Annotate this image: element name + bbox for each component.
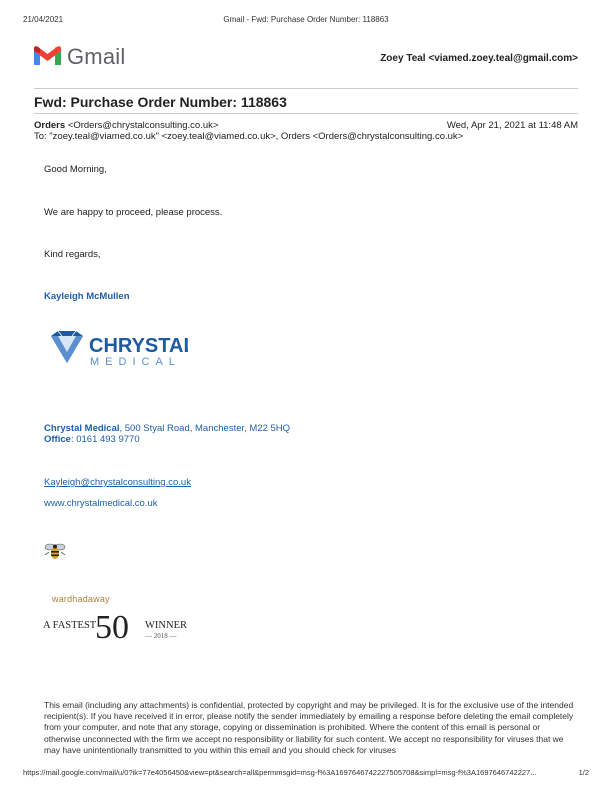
- office-label: Office: [44, 434, 71, 445]
- sender-name: Orders: [34, 120, 66, 131]
- print-url: https://mail.google.com/mail/u/0?ik=77e4056450&view=pt&search=all&permmsgid=msg-f%3A1697646742227505708&simpl=msg-f%3A1697646742227...: [23, 768, 537, 777]
- signature-email-link[interactable]: Kayleigh@chrystalconsulting.co.uk: [44, 477, 191, 488]
- award-text-left: A FASTEST: [43, 620, 97, 631]
- award-number: 50: [95, 609, 129, 644]
- chrystal-medical-logo: [48, 330, 188, 373]
- gmail-logo[interactable]: [34, 44, 125, 70]
- fastest-50-award-logo: [43, 600, 193, 649]
- company-name: Chrystal Medical: [44, 423, 120, 434]
- sender-address: <Orders@chrystalconsulting.co.uk>: [67, 120, 219, 131]
- company-address: [44, 423, 290, 434]
- print-title: Gmail - Fwd: Purchase Order Number: 118863: [223, 15, 389, 24]
- gmail-wordmark: Gmail: [67, 44, 126, 69]
- greeting: Good Morning,: [44, 164, 107, 175]
- disclaimer: This email (including any attachments) is confidential, protected by copyright and may be privileged. It is for the exclusive use of the intended recipient(s). If you have received it in error, please notify the sender immediately by emailing a response before deleting the email completely from your computer, and note that any storage, copying or dissemination is prohibited. Where the content of this email is personal or otherwise unconnected with the firm we accept no responsibility or liability for such content. We accept no responsibility for viruses that we may have unintentionally transmitted to you within this email and you should check for viruses: [44, 700, 574, 755]
- logo-word-bottom: MEDICAL: [90, 356, 181, 368]
- account-name: Zoey Teal <viamed.zoey.teal@gmail.com>: [380, 53, 578, 64]
- sender[interactable]: [34, 120, 218, 131]
- subject-divider: [34, 113, 578, 114]
- logo-word-top: CHRYSTAL: [89, 335, 188, 357]
- message-text: We are happy to proceed, please process.: [44, 207, 223, 218]
- office-phone: [44, 434, 140, 445]
- message-date: Wed, Apr 21, 2021 at 11:48 AM: [446, 120, 578, 131]
- award-year: — 2018 —: [145, 632, 177, 640]
- closing: Kind regards,: [44, 249, 101, 260]
- signature-name: Kayleigh McMullen: [44, 291, 130, 302]
- email-subject: Fwd: Purchase Order Number: 118863: [34, 94, 287, 110]
- header-divider: [34, 88, 578, 89]
- award-brand: wardhadaway: [52, 594, 110, 604]
- gmail-envelope-icon: [34, 45, 61, 70]
- bee-icon: [44, 542, 66, 565]
- website-link[interactable]: www.chrystalmedical.co.uk: [44, 498, 158, 509]
- page-number: 1/2: [578, 768, 589, 777]
- office-number: : 0161 493 9770: [70, 434, 140, 445]
- print-date: 21/04/2021: [23, 15, 64, 24]
- recipients: To: "zoey.teal@viamed.co.uk" <zoey.teal@viamed.co.uk>, Orders <Orders@chrystalconsulting.co.uk>: [34, 131, 464, 142]
- award-text-right: WINNER: [145, 620, 187, 631]
- address-text: , 500 Styal Road, Manchester, M22 5HQ: [119, 423, 291, 434]
